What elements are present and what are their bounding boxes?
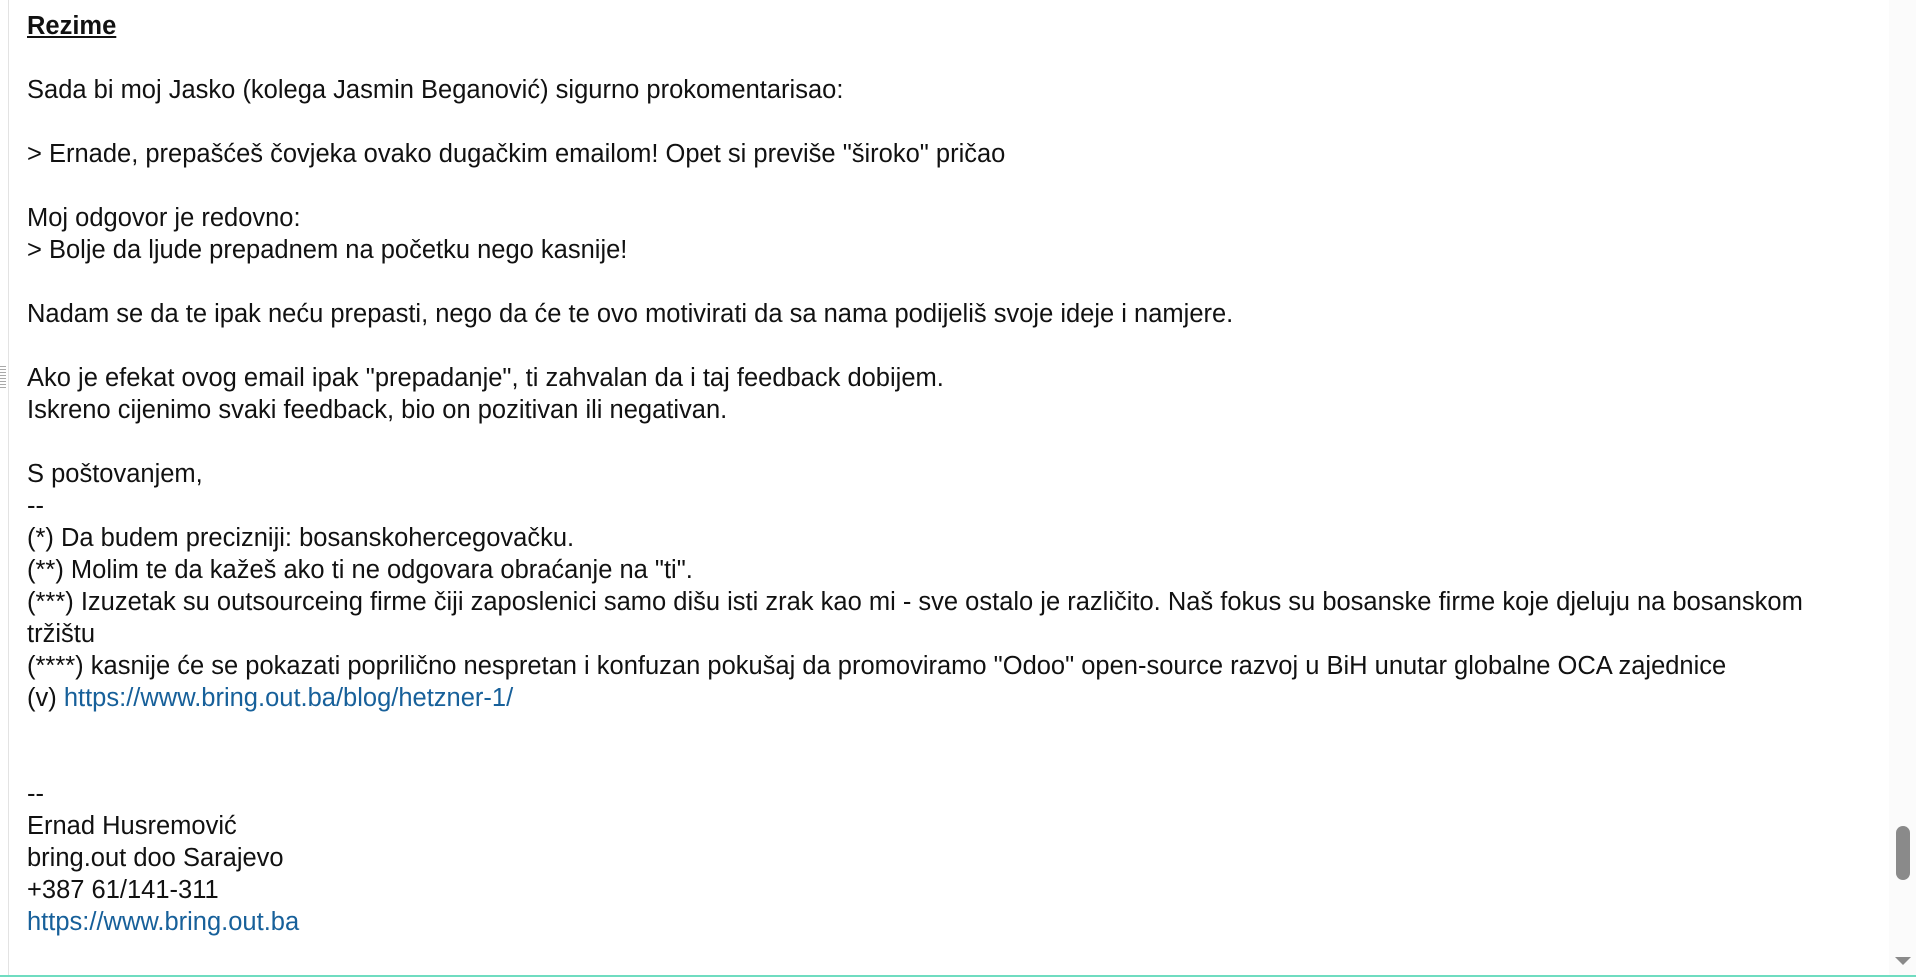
signature-name: Ernad Husremović <box>27 812 237 840</box>
blank-line <box>27 746 1842 778</box>
footnote-2: (**) Molim te da kažeš ako ti ne odgovara obraćanje na "ti". <box>27 556 693 584</box>
blank-line <box>27 266 1842 298</box>
blank-line <box>27 106 1842 138</box>
separator-line: -- <box>27 492 44 520</box>
pane-resize-grip-icon[interactable] <box>0 366 6 388</box>
blank-line <box>27 714 1842 746</box>
signature-website-line <box>27 906 1842 938</box>
paragraph-feedback: Ako je efekat ovog email ipak "prepadanje", ti zahvalan da i taj feedback dobijem. <box>27 364 944 392</box>
pane-border <box>8 0 9 975</box>
blog-link[interactable]: https://www.bring.out.ba/blog/hetzner-1/ <box>63 684 514 712</box>
footnote-3: (***) Izuzetak su outsourceing firme čiji zaposlenici samo dišu isti zrak kao mi - sve ostalo je različito. Naš fokus su bosanske firme koje djeluju na bosanskom tržištu <box>27 588 1810 648</box>
scrollbar-thumb[interactable] <box>1896 826 1910 880</box>
quote-line: > Ernade, prepašćeš čovjeka ovako dugačkim emailom! Opet si previše "široko" pričao <box>27 140 1006 168</box>
section-heading: Rezime <box>27 12 117 40</box>
blank-line <box>27 170 1842 202</box>
blank-line <box>27 426 1842 458</box>
blank-line <box>27 42 1842 74</box>
footnote-5 <box>27 682 1842 714</box>
email-body <box>27 10 1842 938</box>
footnote-1: (*) Da budem precizniji: bosanskohercegovačku. <box>27 524 575 552</box>
paragraph-reply-label: Moj odgovor je redovno: <box>27 204 301 232</box>
signature-company: bring.out doo Sarajevo <box>27 844 284 872</box>
paragraph-intro: Sada bi moj Jasko (kolega Jasmin Beganović) sigurno prokomentarisao: <box>27 76 844 104</box>
vertical-scrollbar[interactable] <box>1889 0 1916 975</box>
footnote-4: (****) kasnije će se pokazati poprilično nespretan i konfuzan pokušaj da promoviramo "Odoo" open-source razvoj u BiH unutar globalne OCA zajednice <box>27 652 1727 680</box>
website-link[interactable]: https://www.bring.out.ba <box>27 908 300 936</box>
quote-line: > Bolje da ljude prepadnem na početku nego kasnije! <box>27 236 628 264</box>
scroll-down-arrow-icon[interactable] <box>1895 957 1911 965</box>
closing-line: S poštovanjem, <box>27 460 203 488</box>
paragraph-feedback: Iskreno cijenimo svaki feedback, bio on pozitivan ili negativan. <box>27 396 728 424</box>
paragraph-hope: Nadam se da te ipak neću prepasti, nego da će te ovo motivirati da sa nama podijeliš svoje ideje i namjere. <box>27 300 1234 328</box>
signature-separator: -- <box>27 780 44 808</box>
blank-line <box>27 330 1842 362</box>
signature-phone: +387 61/141-311 <box>27 876 219 904</box>
footnote-5-prefix: (v) <box>27 684 64 712</box>
